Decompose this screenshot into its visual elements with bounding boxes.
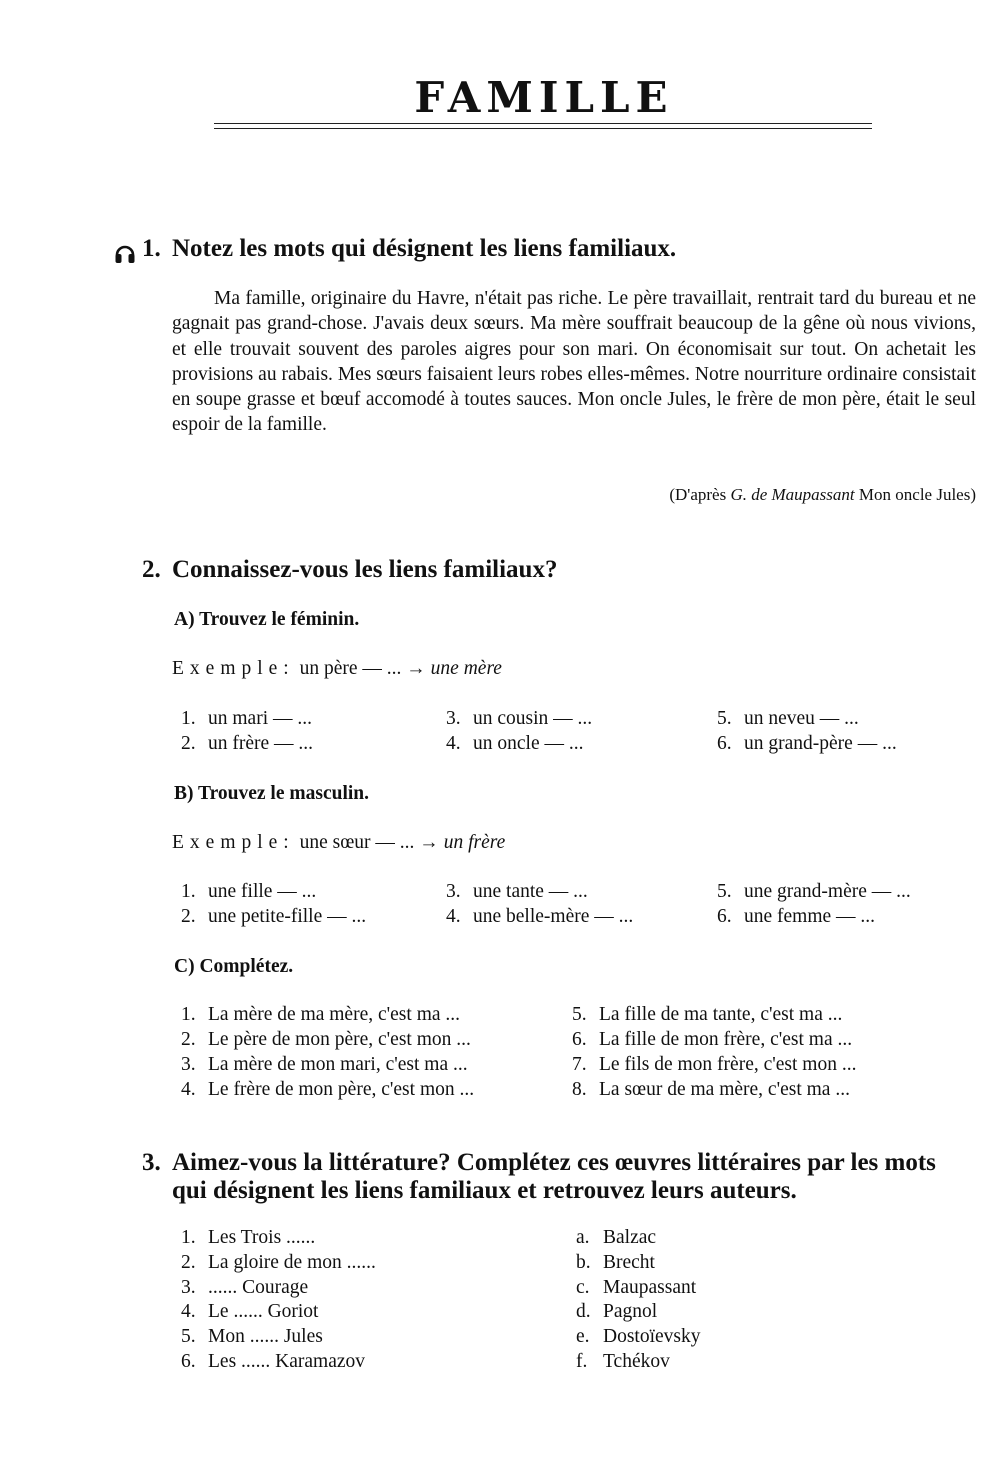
- c-item-6: 6. La fille de mon frère, c'est ma ...: [572, 1029, 853, 1050]
- headphones-icon: [114, 242, 136, 264]
- subsection-a-heading: A) Trouvez le féminin.: [174, 609, 360, 630]
- a-item-2: 2. un frère — ...: [181, 733, 314, 754]
- section-3-number: 3.: [142, 1149, 161, 1176]
- section-2-title: Connaissez-vous les liens familiaux?: [172, 556, 558, 583]
- c-item-3: 3. La mère de mon mari, c'est ma ...: [181, 1054, 468, 1075]
- section-2-number: 2.: [142, 556, 161, 583]
- section-1-title: Notez les mots qui désignent les liens familiaux.: [172, 235, 677, 262]
- source-prefix: (D'après: [669, 485, 727, 504]
- example-a: [172, 657, 502, 681]
- work-3: 3. ...... Courage: [181, 1277, 309, 1298]
- section-1-paragraph: Ma famille, originaire du Havre, n'était pas riche. Le père travaillait, rentrait tard du bureau et ne gagnait pas grand-chose. J'avais deux sœurs. Ma mère souffrait beaucoup de la gêne où nous vivions, et elle trouvait souvent des paroles aigres pour son mari. On économisait sur tout. On achetait les provisions au rabais. Mes sœurs faisaient leurs robes elles-mêmes. Notre nourriture ordinaire consistait en soupe grasse et bœuf accomodé à toutes sauces. Mon oncle Jules, le frère de mon père, était le seul espoir de la famille.: [172, 288, 976, 436]
- subsection-b-heading: B) Trouvez le masculin.: [174, 783, 369, 804]
- a-item-1: 1. un mari — ...: [181, 708, 312, 729]
- source-work: Mon oncle Jules): [858, 485, 976, 504]
- a-item-4: 4. un oncle — ...: [446, 733, 584, 754]
- subsection-c-heading: C) Complétez.: [174, 956, 294, 977]
- author-b: b. Brecht: [576, 1252, 655, 1273]
- example-a-label: Exemple:: [172, 658, 295, 679]
- author-f: f. Tchékov: [576, 1351, 670, 1372]
- source-citation: [669, 484, 976, 506]
- b-item-6: 6. une femme — ...: [717, 906, 876, 927]
- author-c: c. Maupassant: [576, 1277, 697, 1298]
- section-1-number: 1.: [142, 235, 161, 262]
- b-item-2: 2. une petite-fille — ...: [181, 906, 367, 927]
- a-item-5: 5. un neveu — ...: [717, 708, 859, 729]
- a-item-3: 3. un cousin — ...: [446, 708, 593, 729]
- example-b-label: Exemple:: [172, 832, 295, 853]
- example-b: [172, 831, 505, 855]
- author-d: d. Pagnol: [576, 1301, 658, 1322]
- source-author: G. de Maupassant: [730, 485, 855, 504]
- b-item-3: 3. une tante — ...: [446, 881, 588, 902]
- c-item-4: 4. Le frère de mon père, c'est mon ...: [181, 1079, 475, 1100]
- author-e: e. Dostoïevsky: [576, 1326, 701, 1347]
- section-3-title-line-1: Aimez-vous la littérature? Complétez ces œuvres littéraires par les mots: [172, 1149, 936, 1176]
- example-b-text: une sœur — ... →: [299, 832, 439, 853]
- b-item-5: 5. une grand-mère — ...: [717, 881, 911, 902]
- work-2: 2. La gloire de mon ......: [181, 1252, 376, 1273]
- a-item-6: 6. un grand-père — ...: [717, 733, 897, 754]
- c-item-1: 1. La mère de ma mère, c'est ma ...: [181, 1004, 461, 1025]
- c-item-8: 8. La sœur de ma mère, c'est ma ...: [572, 1079, 850, 1100]
- work-5: 5. Mon ...... Jules: [181, 1326, 323, 1347]
- page-title: FAMILLE: [414, 73, 674, 122]
- example-b-answer: un frère: [443, 832, 506, 853]
- c-item-2: 2. Le père de mon père, c'est mon ...: [181, 1029, 471, 1050]
- example-a-text: un père — ... →: [299, 658, 426, 679]
- b-item-1: 1. une fille — ...: [181, 881, 317, 902]
- c-item-7: 7. Le fils de mon frère, c'est mon ...: [572, 1054, 857, 1075]
- c-item-5: 5. La fille de ma tante, c'est ma ...: [572, 1004, 843, 1025]
- work-1: 1. Les Trois ......: [181, 1227, 316, 1248]
- section-3-heading: [142, 1148, 982, 1208]
- title-rule-top: [214, 123, 872, 124]
- example-a-answer: une mère: [430, 658, 502, 679]
- work-6: 6. Les ...... Karamazov: [181, 1351, 366, 1372]
- author-a: a. Balzac: [576, 1227, 657, 1248]
- b-item-4: 4. une belle-mère — ...: [446, 906, 634, 927]
- title-rule-bottom: [214, 128, 872, 129]
- section-3-title-line-2: qui désignent les liens familiaux et retrouvez leurs auteurs.: [172, 1177, 797, 1204]
- work-4: 4. Le ...... Goriot: [181, 1301, 319, 1322]
